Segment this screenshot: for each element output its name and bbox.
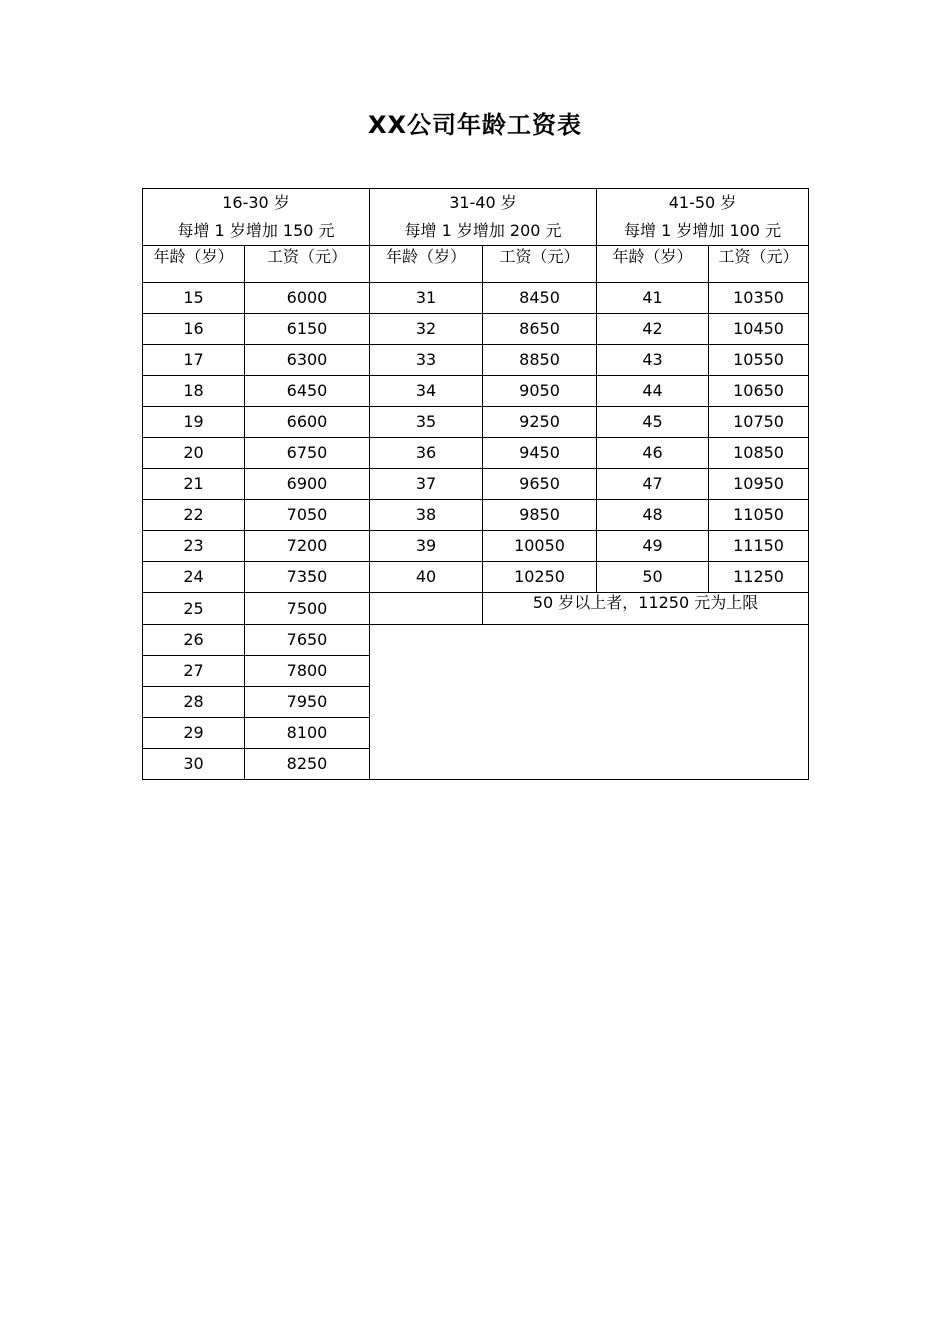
- wage-cell: 8100: [245, 718, 370, 749]
- age-cell: 43: [597, 345, 709, 376]
- wage-cell: 7050: [245, 500, 370, 531]
- age-cell: 45: [597, 407, 709, 438]
- table-row: [143, 438, 809, 469]
- wage-cell: 7950: [245, 687, 370, 718]
- age-header: 年龄（岁）: [597, 246, 709, 283]
- table-row: [143, 407, 809, 438]
- age-cell: 31: [370, 283, 483, 314]
- group-rule: 每增 1 岁增加 150 元: [177, 221, 335, 240]
- group-range: 41-50 岁: [668, 193, 737, 212]
- page-title: XX公司年龄工资表: [367, 111, 582, 139]
- wage-cell: 8850: [483, 345, 597, 376]
- wage-cell: 10850: [709, 438, 809, 469]
- wage-cell: 11150: [709, 531, 809, 562]
- age-header: 年龄（岁）: [143, 246, 245, 283]
- wage-cell: 7500: [245, 593, 370, 625]
- age-cell: 25: [143, 593, 245, 625]
- wage-cell: 6900: [245, 469, 370, 500]
- age-cell: 42: [597, 314, 709, 345]
- age-cell: 30: [143, 749, 245, 780]
- age-salary-table: [142, 188, 809, 780]
- age-cell: 22: [143, 500, 245, 531]
- group-rule: 每增 1 岁增加 100 元: [624, 221, 782, 240]
- wage-cell: 6300: [245, 345, 370, 376]
- wage-cell: 10250: [483, 562, 597, 593]
- table-row: [143, 314, 809, 345]
- age-cell: 37: [370, 469, 483, 500]
- wage-cell: 10050: [483, 531, 597, 562]
- age-cell: 35: [370, 407, 483, 438]
- table-row: [143, 345, 809, 376]
- wage-cell: 10350: [709, 283, 809, 314]
- wage-cell: 10550: [709, 345, 809, 376]
- wage-cell: 9450: [483, 438, 597, 469]
- wage-cell: 9050: [483, 376, 597, 407]
- age-cell: 32: [370, 314, 483, 345]
- age-cell: 41: [597, 283, 709, 314]
- wage-cell: 9250: [483, 407, 597, 438]
- age-header: 年龄（岁）: [370, 246, 483, 283]
- wage-cell: 8650: [483, 314, 597, 345]
- age-cell: 40: [370, 562, 483, 593]
- age-cell: 27: [143, 656, 245, 687]
- column-header-row: [143, 246, 809, 283]
- age-cell: 19: [143, 407, 245, 438]
- age-cell: 33: [370, 345, 483, 376]
- age-cell: 29: [143, 718, 245, 749]
- wage-cell: 6000: [245, 283, 370, 314]
- age-cell: 36: [370, 438, 483, 469]
- table-row: [143, 500, 809, 531]
- wage-cell: 9650: [483, 469, 597, 500]
- cap-note: 50 岁以上者，11250 元为上限: [483, 593, 809, 625]
- table-row: [143, 531, 809, 562]
- empty-cell: [370, 593, 483, 625]
- age-cell: 48: [597, 500, 709, 531]
- age-cell: 46: [597, 438, 709, 469]
- wage-cell: 8450: [483, 283, 597, 314]
- age-cell: 20: [143, 438, 245, 469]
- group-header-41-50: [597, 189, 809, 246]
- wage-cell: 6600: [245, 407, 370, 438]
- age-cell: 26: [143, 625, 245, 656]
- wage-header: 工资（元）: [709, 246, 809, 283]
- wage-cell: 6150: [245, 314, 370, 345]
- age-cell: 21: [143, 469, 245, 500]
- age-cell: 34: [370, 376, 483, 407]
- age-cell: 39: [370, 531, 483, 562]
- wage-cell: 7800: [245, 656, 370, 687]
- wage-cell: 7350: [245, 562, 370, 593]
- age-cell: 16: [143, 314, 245, 345]
- table-row: [143, 283, 809, 314]
- table-row: [143, 593, 809, 625]
- age-cell: 28: [143, 687, 245, 718]
- wage-cell: 11250: [709, 562, 809, 593]
- wage-header: 工资（元）: [245, 246, 370, 283]
- wage-cell: 11050: [709, 500, 809, 531]
- group-header-31-40: [370, 189, 597, 246]
- wage-cell: 10450: [709, 314, 809, 345]
- table-row: [143, 562, 809, 593]
- wage-cell: 6750: [245, 438, 370, 469]
- table-row: [143, 376, 809, 407]
- wage-cell: 10750: [709, 407, 809, 438]
- age-cell: 18: [143, 376, 245, 407]
- age-cell: 24: [143, 562, 245, 593]
- wage-cell: 8250: [245, 749, 370, 780]
- wage-cell: 10650: [709, 376, 809, 407]
- wage-cell: 7200: [245, 531, 370, 562]
- blank-area: [370, 625, 809, 780]
- group-rule: 每增 1 岁增加 200 元: [404, 221, 562, 240]
- age-cell: 38: [370, 500, 483, 531]
- wage-cell: 10950: [709, 469, 809, 500]
- table-row: [143, 469, 809, 500]
- group-header-row: [143, 189, 809, 246]
- group-range: 31-40 岁: [449, 193, 517, 212]
- age-cell: 50: [597, 562, 709, 593]
- group-range: 16-30 岁: [222, 193, 290, 212]
- age-cell: 44: [597, 376, 709, 407]
- age-cell: 49: [597, 531, 709, 562]
- table-row: [143, 625, 809, 656]
- age-cell: 47: [597, 469, 709, 500]
- wage-cell: 7650: [245, 625, 370, 656]
- wage-header: 工资（元）: [483, 246, 597, 283]
- age-cell: 23: [143, 531, 245, 562]
- age-cell: 17: [143, 345, 245, 376]
- age-cell: 15: [143, 283, 245, 314]
- group-header-16-30: [143, 189, 370, 246]
- wage-cell: 6450: [245, 376, 370, 407]
- wage-cell: 9850: [483, 500, 597, 531]
